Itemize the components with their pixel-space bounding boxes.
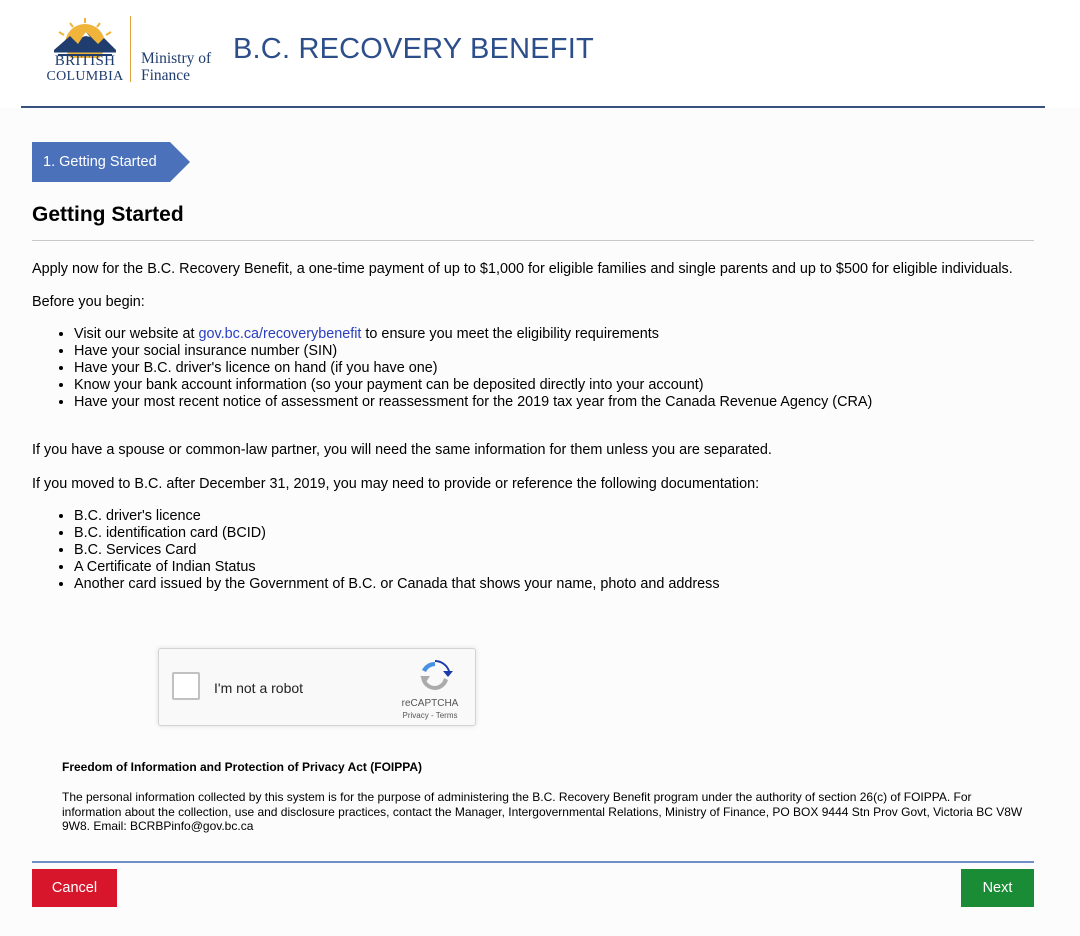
page-title: Getting Started xyxy=(32,203,184,226)
sun-mountains-icon xyxy=(40,14,130,58)
step-arrow xyxy=(170,142,190,182)
logo-line-british: BRITISH xyxy=(54,53,116,69)
list-item: • Have your social insurance number (SIN) xyxy=(74,343,1032,360)
logo-line-columbia: COLUMBIA xyxy=(46,69,124,84)
recaptcha-icon xyxy=(417,658,453,694)
list-item-text: to ensure you meet the eligibility requirements xyxy=(361,326,659,342)
bc-government-logo[interactable] xyxy=(40,14,130,86)
recaptcha-brand: reCAPTCHA xyxy=(401,698,459,709)
list-item: • Another card issued by the Government of B.C. or Canada that shows your name, photo and address xyxy=(74,576,1032,593)
recaptcha-label: I'm not a robot xyxy=(214,680,304,696)
next-button[interactable]: Next xyxy=(961,869,1034,907)
logo-divider xyxy=(130,16,131,82)
site-header xyxy=(0,0,1080,108)
list-item: • A Certificate of Indian Status xyxy=(74,559,1032,576)
list-item: • Know your bank account information (so your payment can be deposited directly into your account) xyxy=(74,377,1032,394)
intro-paragraph: Apply now for the B.C. Recovery Benefit, a one-time payment of up to $1,000 for eligible families and single parents and up to $500 for eligible individuals. xyxy=(32,261,1013,277)
spouse-note: If you have a spouse or common-law partner, you will need the same information for them unless you are separated. xyxy=(32,442,772,458)
recaptcha-widget xyxy=(158,648,476,726)
cancel-button[interactable]: Cancel xyxy=(32,869,117,907)
app-title: B.C. RECOVERY BENEFIT xyxy=(233,33,594,65)
moved-note: If you moved to B.C. after December 31, 2019, you may need to provide or reference the following documentation: xyxy=(32,476,760,492)
list-item: • B.C. Services Card xyxy=(74,542,1032,559)
list-item: • B.C. identification card (BCID) xyxy=(74,525,1032,542)
list-item: • Have your B.C. driver's licence on hand (if you have one) xyxy=(74,360,1032,377)
list-item: • Have your most recent notice of assessment or reassessment for the 2019 tax year from the Canada Revenue Agency (CRA) xyxy=(74,394,1032,411)
list-item-text: Visit our website at xyxy=(74,326,199,342)
list-item: • B.C. driver's licence xyxy=(74,508,1032,525)
ministry-name: Ministry of Finance xyxy=(141,50,212,84)
footer-divider xyxy=(32,861,1034,863)
before-heading: Before you begin: xyxy=(32,294,145,310)
list-item xyxy=(74,326,1032,343)
foippa-title: Freedom of Information and Protection of Privacy Act (FOIPPA) xyxy=(62,760,423,774)
header-divider xyxy=(21,106,1045,108)
recaptcha-checkbox[interactable] xyxy=(172,672,200,700)
logo-wordmark xyxy=(40,54,130,84)
main-content xyxy=(32,261,1032,593)
recoverybenefit-link[interactable]: gov.bc.ca/recoverybenefit xyxy=(198,326,362,342)
recaptcha-privacy-terms-links[interactable]: Privacy - Terms xyxy=(402,711,458,720)
step-label: 1. Getting Started xyxy=(32,142,170,182)
title-divider xyxy=(32,240,1034,241)
requirements-list xyxy=(32,326,1032,411)
documentation-list xyxy=(32,508,1032,593)
foippa-text: The personal information collected by this system is for the purpose of administering the B.C. Recovery Benefit program under the authority of section 26(c) of FOIPPA. For information about the collection, use and disclosure practices, contact the Manager, Intergovernmental Relations, Ministry of Finance, PO BOX 9444 Stn Prov Govt, Victoria BC V8W 9W8. Email: BCRBPinfo@gov.bc.ca xyxy=(62,790,1023,833)
